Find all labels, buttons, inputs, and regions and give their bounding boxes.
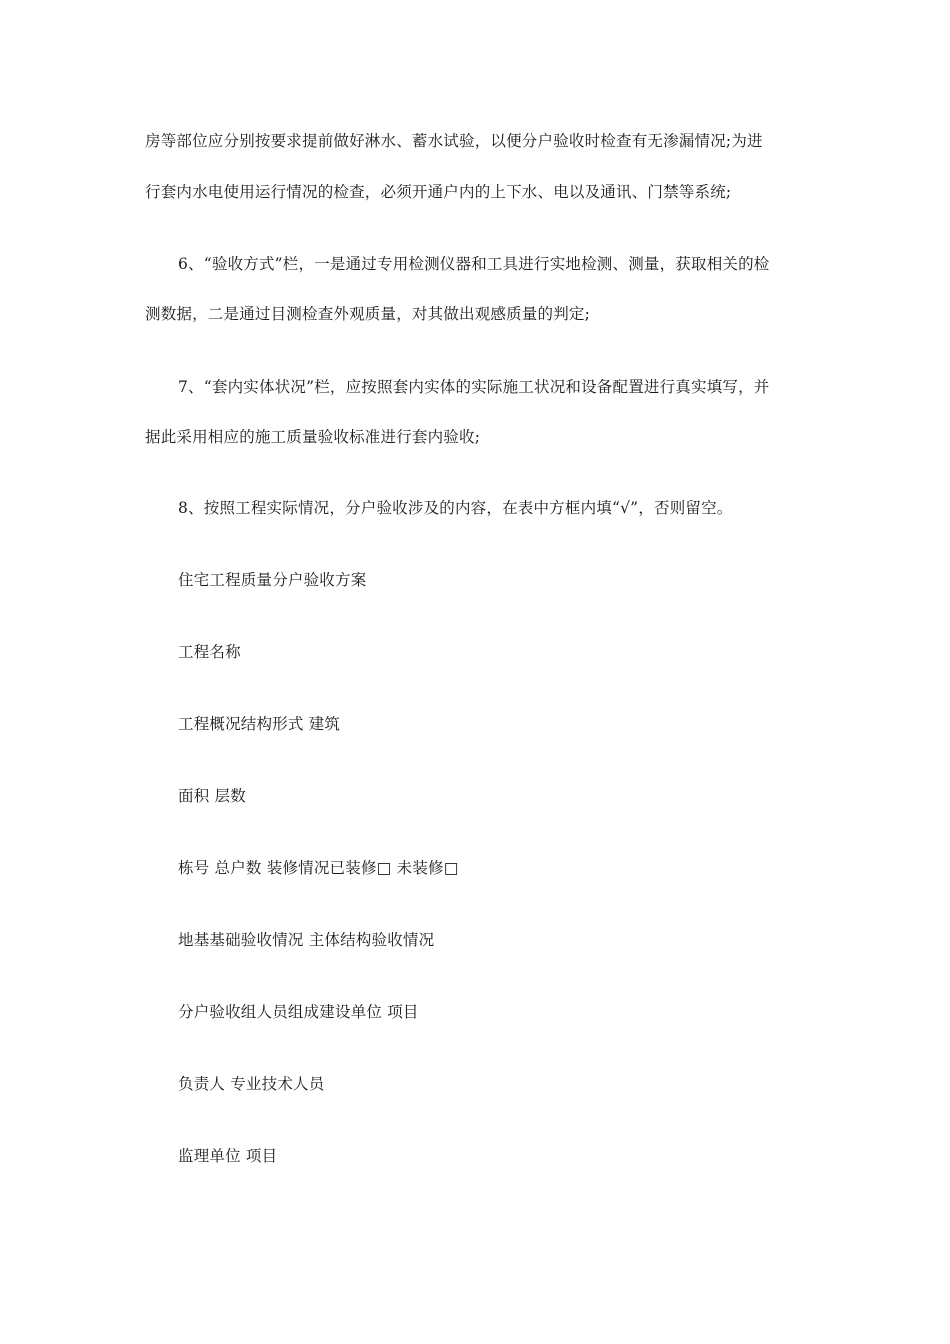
item-7-line-2: 据此采用相应的施工质量验收标准进行套内验收;	[145, 428, 481, 446]
field-responsible-staff: 负责人 专业技术人员	[178, 1075, 325, 1093]
field-area-floors: 面积 层数	[178, 787, 246, 805]
field-supervision-unit: 监理单位 项目	[178, 1147, 278, 1165]
item-8-line: 8、按照工程实际情况，分户验收涉及的内容，在表中方框内填“√”，否则留空。	[178, 499, 733, 517]
item-6-line-1: 6、“验收方式”栏，一是通过专用检测仪器和工具进行实地检测、测量，获取相关的检	[178, 255, 770, 273]
field-foundation-structure: 地基基础验收情况 主体结构验收情况	[178, 931, 435, 949]
field-team-composition: 分户验收组人员组成建设单位 项目	[178, 1003, 419, 1021]
paragraph-line-1: 房等部位应分别按要求提前做好淋水、蓄水试验，以便分户验收时检查有无渗漏情况;为进	[145, 132, 763, 150]
paragraph-line-2: 行套内水电使用运行情况的检查，必须开通户内的上下水、电以及通讯、门禁等系统;	[145, 183, 732, 201]
field-project-overview: 工程概况结构形式 建筑	[178, 715, 341, 733]
plan-title: 住宅工程质量分户验收方案	[178, 571, 367, 589]
field-project-name: 工程名称	[178, 643, 241, 661]
item-7-line-1: 7、“套内实体状况”栏，应按照套内实体的实际施工状况和设备配置进行真实填写，并	[178, 378, 770, 396]
field-building-decoration: 栋号 总户数 装修情况已装修□ 未装修□	[178, 859, 459, 877]
item-6-line-2: 测数据，二是通过目测检查外观质量，对其做出观感质量的判定;	[145, 305, 591, 323]
